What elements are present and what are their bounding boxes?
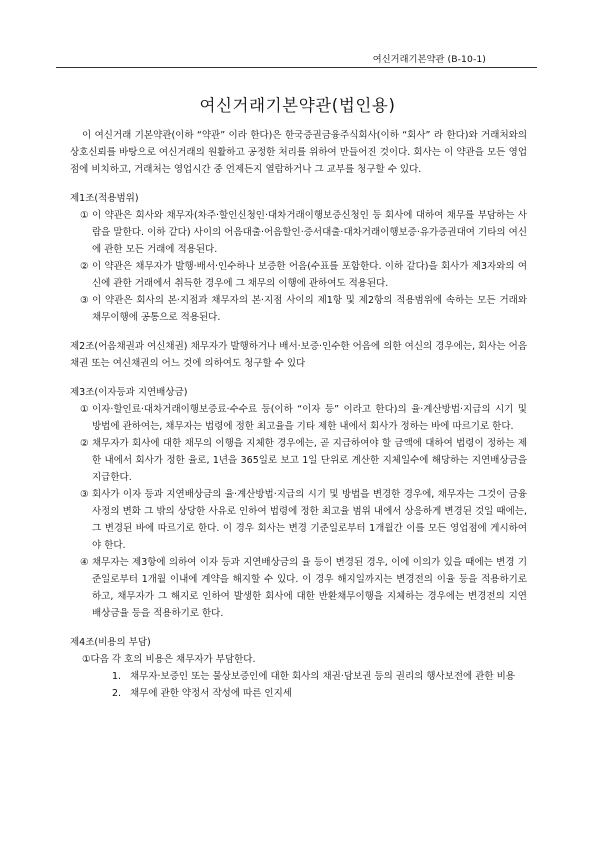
- clause-mark: ①: [80, 404, 89, 415]
- sub-item: [112, 685, 527, 702]
- header-divider: [56, 67, 537, 68]
- article-title: 제1조(적용범위): [70, 193, 139, 204]
- clause-item: [80, 258, 527, 292]
- sub-item-number: 1.: [112, 671, 122, 682]
- clause-item: [80, 554, 527, 622]
- clause-text: 이 약관은 회사와 채무자(차주·할인신청인·대차거래이행보증신청인 등 회사에 대하여 채무를 부담하는 사람을 말한다. 이하 같다) 사이의 어음대출·어음할인·증서대출·대차거래이행보증·유가증권대여 기타의 여신에 관한 모든 거래에 적용된다.: [92, 210, 527, 255]
- clause-mark: ③: [80, 295, 89, 306]
- sub-item-text: 채무에 관한 약정서 작성에 따른 인지세: [130, 688, 292, 699]
- clause-text: 이 약관은 채무자가 발행·배서·인수하나 보증한 어음(수표를 포함한다. 이하 같다)을 회사가 제3자와의 여신에 관한 거래에서 취득한 경우에 그 채무의 이행에 관하여도 적용된다.: [92, 261, 527, 289]
- article-title: 제3조(이자등과 지연배상금): [70, 387, 188, 398]
- clause-item: [80, 292, 527, 326]
- clause-item: [80, 435, 527, 486]
- document-code: 여신거래기본약관 (B-10-1): [372, 54, 486, 65]
- sub-item-text: 채무자·보증인 또는 물상보증인에 대한 회사의 채권·담보권 등의 권리의 행사보전에 관한 비용: [130, 671, 515, 682]
- article-title: 제4조(비용의 부담): [70, 637, 151, 648]
- article-text: 채무자가 발행하거나 배서·보증·인수한 어음에 의한 여신의 경우에는, 회사는 어음채권 또는 여신채권의 어느 것에 의하여도 청구할 수 있다: [70, 341, 527, 369]
- clause-text: 이자·할인료·대차거래이행보증료·수수료 등(이하 “이자 등” 이라고 한다)의 율·계산방법·지급의 시기 및 방법에 관하여는, 채무자는 법령에 정한 최고율을 기타 제한 내에서 회사가 정하는 바에 따르기로 한다.: [92, 404, 527, 432]
- clause-item: [80, 207, 527, 258]
- document-title: 여신거래기본약관(법인용): [199, 96, 396, 115]
- clause-mark: ③: [80, 489, 89, 500]
- article-2: [70, 338, 527, 372]
- clause-item: [80, 486, 527, 554]
- clause-mark: ②: [80, 261, 89, 272]
- article-1: [70, 190, 527, 326]
- article-3: [70, 384, 527, 622]
- clause-text: 채무자가 회사에 대한 채무의 이행을 지체한 경우에는, 곧 지급하여야 할 금액에 대하여 법령이 정하는 제한 내에서 회사가 정한 율로, 1년을 365일로 보고 1일 단위로 계산한 지체일수에 해당하는 지연배상금을 지급한다.: [92, 438, 527, 483]
- clause-item: [80, 401, 527, 435]
- clause-text: 채무자는 제3항에 의하여 이자 등과 지연배상금의 율 등이 변경된 경우, 이에 이의가 있을 때에는 변경 기준일로부터 1개월 이내에 계약을 해지할 수 있다. 이 경우 해지일까지는 변경전의 이율 등을 적용하기로 하고, 채무자가 그 해지로 인하여 발생한 회사에 대한 반환채무이행을 지체하는 경우에는 변경전의 지연 배상금율 등을 적용하기로 한다.: [92, 557, 527, 619]
- sub-item-number: 2.: [112, 688, 122, 699]
- intro-paragraph: 이 여신거래 기본약관(이하 “약관” 이라 한다)은 한국증권금융주식회사(이하 “회사” 라 한다)와 거래처와의 상호신뢰를 바탕으로 여신거래의 원활하고 공정한 처리를 위하여 만들어진 것이다. 회사는 이 약관을 모든 영업점에 비치하고, 거래처는 영업시간 중 언제든지 열람하거나 그 교부를 청구할 수 있다.: [70, 130, 527, 175]
- sub-item: [112, 668, 527, 685]
- document-body: [70, 127, 527, 702]
- clause-mark: ①: [80, 210, 89, 221]
- article-title: 제2조(어음채권과 여신채권): [70, 341, 188, 352]
- clause-mark: ②: [80, 438, 89, 449]
- clause-text: 이 약관은 회사의 본·지점과 채무자의 본·지점 사이의 제1항 및 제2항의 적용범위에 속하는 모든 거래와 채무이행에 공통으로 적용된다.: [92, 295, 527, 323]
- clause-text: 회사가 이자 등과 지연배상금의 율·계산방법·지급의 시기 및 방법을 변경한 경우에, 채무자는 그것이 금융사정의 변화 그 밖의 상당한 사유로 인하여 법령에 정한 최고율 범위 내에서 상응하게 변경된 것일 때에는, 그 변경된 바에 따르기로 한다. 이 경우 회사는 변경 기준일로부터 1개월간 이를 모든 영업점에 게시하여야 한다.: [92, 489, 527, 551]
- clause-lead: ①다음 각 호의 비용은 채무자가 부담한다.: [82, 654, 256, 665]
- clause-mark: ④: [80, 557, 89, 568]
- article-4: [70, 634, 527, 702]
